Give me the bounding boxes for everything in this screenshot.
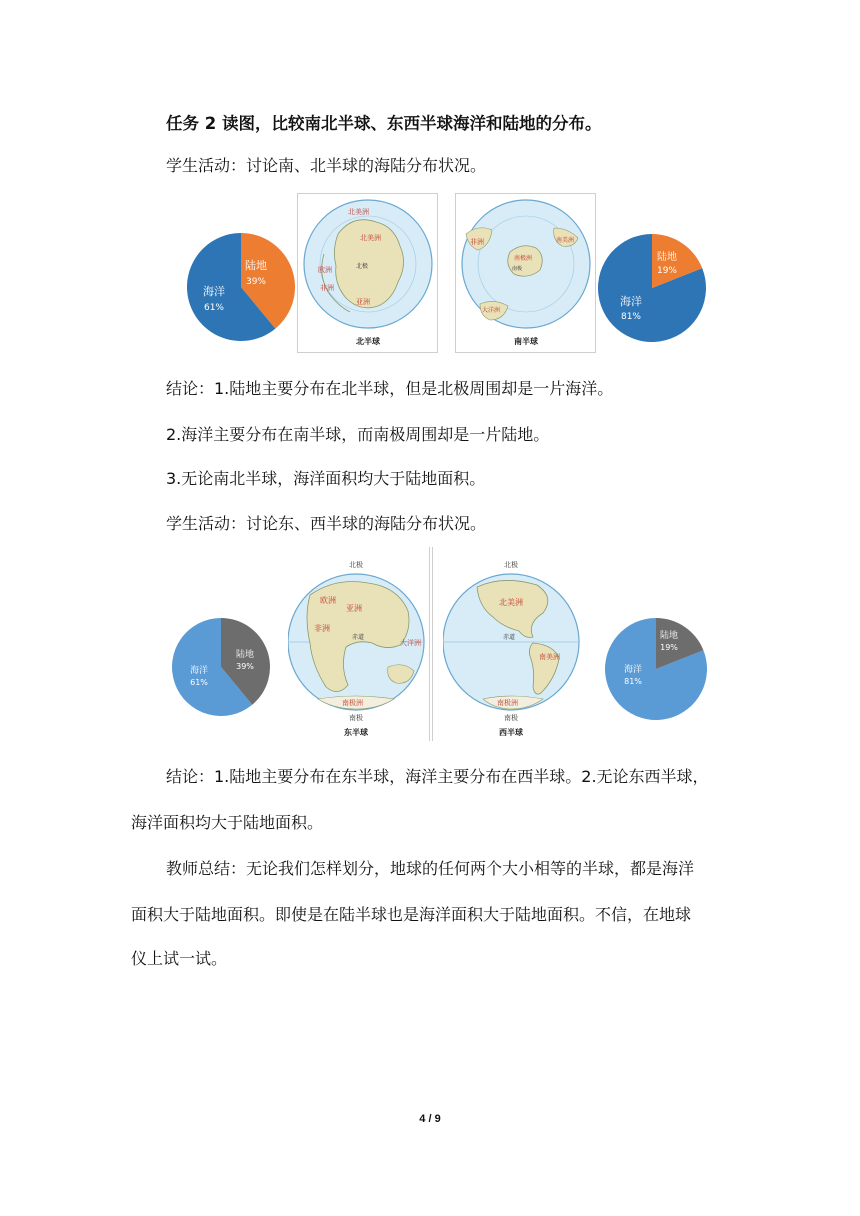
- pie-ocean-label: 海洋: [189, 666, 209, 676]
- pie-chart-east: [171, 617, 271, 717]
- pie-ocean-pct: 61%: [190, 678, 208, 687]
- figure-divider: [429, 547, 433, 741]
- east-equator-label: 赤道: [351, 634, 365, 641]
- south-label-antarctica: 南极洲: [514, 255, 533, 262]
- pie-ocean-label: 海洋: [623, 665, 643, 675]
- activity-1: 学生活动：讨论南、北半球的海陆分布状况。: [166, 156, 487, 175]
- west-caption: 西半球: [499, 728, 523, 737]
- pie-land-label: 陆地: [657, 252, 677, 263]
- north-hemisphere-map: [297, 193, 438, 353]
- west-hemisphere-map: [443, 547, 580, 741]
- east-label-asia: 亚洲: [346, 604, 362, 613]
- north-label-pole: 北极: [356, 263, 369, 270]
- north-caption: 北半球: [356, 337, 380, 346]
- west-equator-label: 赤道: [502, 634, 516, 641]
- north-label-asia: 亚洲: [356, 298, 370, 306]
- pie-ocean-pct: 61%: [203, 303, 225, 313]
- pie-land-label: 陆地: [659, 631, 679, 641]
- pie-ocean-label: 海洋: [203, 285, 225, 298]
- south-label-oceania: 大洋洲: [482, 307, 501, 314]
- teacher-summary-line-3: 仪上试一试。: [131, 949, 228, 968]
- conclusion-1-1: 结论：1.陆地主要分布在北半球，但是北极周围却是一片海洋。: [166, 379, 614, 398]
- east-hemisphere-map: [288, 547, 425, 741]
- teacher-summary-line-2: 面积大于陆地面积。即使是在陆半球也是海洋面积大于陆地面积。不信，在地球: [131, 905, 692, 924]
- east-north-label: 北极: [349, 561, 363, 569]
- pie-land-pct: 19%: [656, 266, 678, 276]
- pie-chart-west: [601, 617, 711, 721]
- pie-land-pct: 39%: [245, 277, 267, 287]
- east-label-oceania: 大洋洲: [400, 639, 421, 647]
- west-label-northamerica: 北美洲: [499, 598, 523, 607]
- south-label-southamerica: 南美洲: [556, 237, 575, 244]
- north-label-africa: 非洲: [320, 284, 334, 292]
- north-label-northamerica: 北美洲: [360, 234, 381, 242]
- teacher-summary-line-1: 教师总结：无论我们怎样划分，地球的任何两个大小相等的半球，都是海洋: [166, 859, 695, 878]
- east-caption: 东半球: [344, 728, 368, 737]
- east-label-europe: 欧洲: [320, 596, 336, 605]
- east-south-label: 南极: [349, 714, 363, 722]
- pie-ocean-label: 海洋: [620, 295, 642, 308]
- svg-text:北美洲: 北美洲: [348, 208, 369, 216]
- pie-land-pct: 39%: [236, 662, 254, 671]
- east-label-antarctica: 南极洲: [342, 699, 363, 707]
- pie-ocean-pct: 81%: [624, 677, 642, 686]
- north-label-europe: 欧洲: [318, 266, 332, 274]
- task-title: 任务 2 读图，比较南北半球、东西半球海洋和陆地的分布。: [166, 114, 602, 133]
- south-label-africa: 非洲: [470, 238, 484, 246]
- south-hemisphere-map: [455, 193, 596, 353]
- conclusion-2-line-2: 海洋面积均大于陆地面积。: [131, 813, 324, 832]
- conclusion-1-3: 3.无论南北半球，海洋面积均大于陆地面积。: [166, 469, 486, 488]
- conclusion-2-line-1: 结论：1.陆地主要分布在东半球，海洋主要分布在西半球。2.无论东西半球，: [166, 767, 709, 786]
- pie-land-label: 陆地: [235, 650, 255, 660]
- conclusion-1-2: 2.海洋主要分布在南半球，而南极周围却是一片陆地。: [166, 425, 550, 444]
- east-label-africa: 非洲: [314, 624, 330, 633]
- pie-chart-north: [186, 232, 296, 342]
- south-caption: 南半球: [514, 337, 538, 346]
- west-north-label: 北极: [504, 561, 518, 569]
- pie-land-pct: 19%: [660, 643, 678, 652]
- pie-chart-south: [597, 233, 707, 343]
- pie-ocean-pct: 81%: [620, 312, 642, 322]
- west-south-label: 南极: [504, 714, 518, 722]
- south-label-pole: 南极: [512, 266, 523, 272]
- west-label-southamerica: 南美洲: [539, 653, 560, 661]
- pie-land-label: 陆地: [245, 259, 267, 272]
- activity-2: 学生活动：讨论东、西半球的海陆分布状况。: [166, 514, 487, 533]
- page-number: 4 / 9: [419, 1113, 441, 1125]
- west-label-antarctica: 南极洲: [497, 699, 518, 707]
